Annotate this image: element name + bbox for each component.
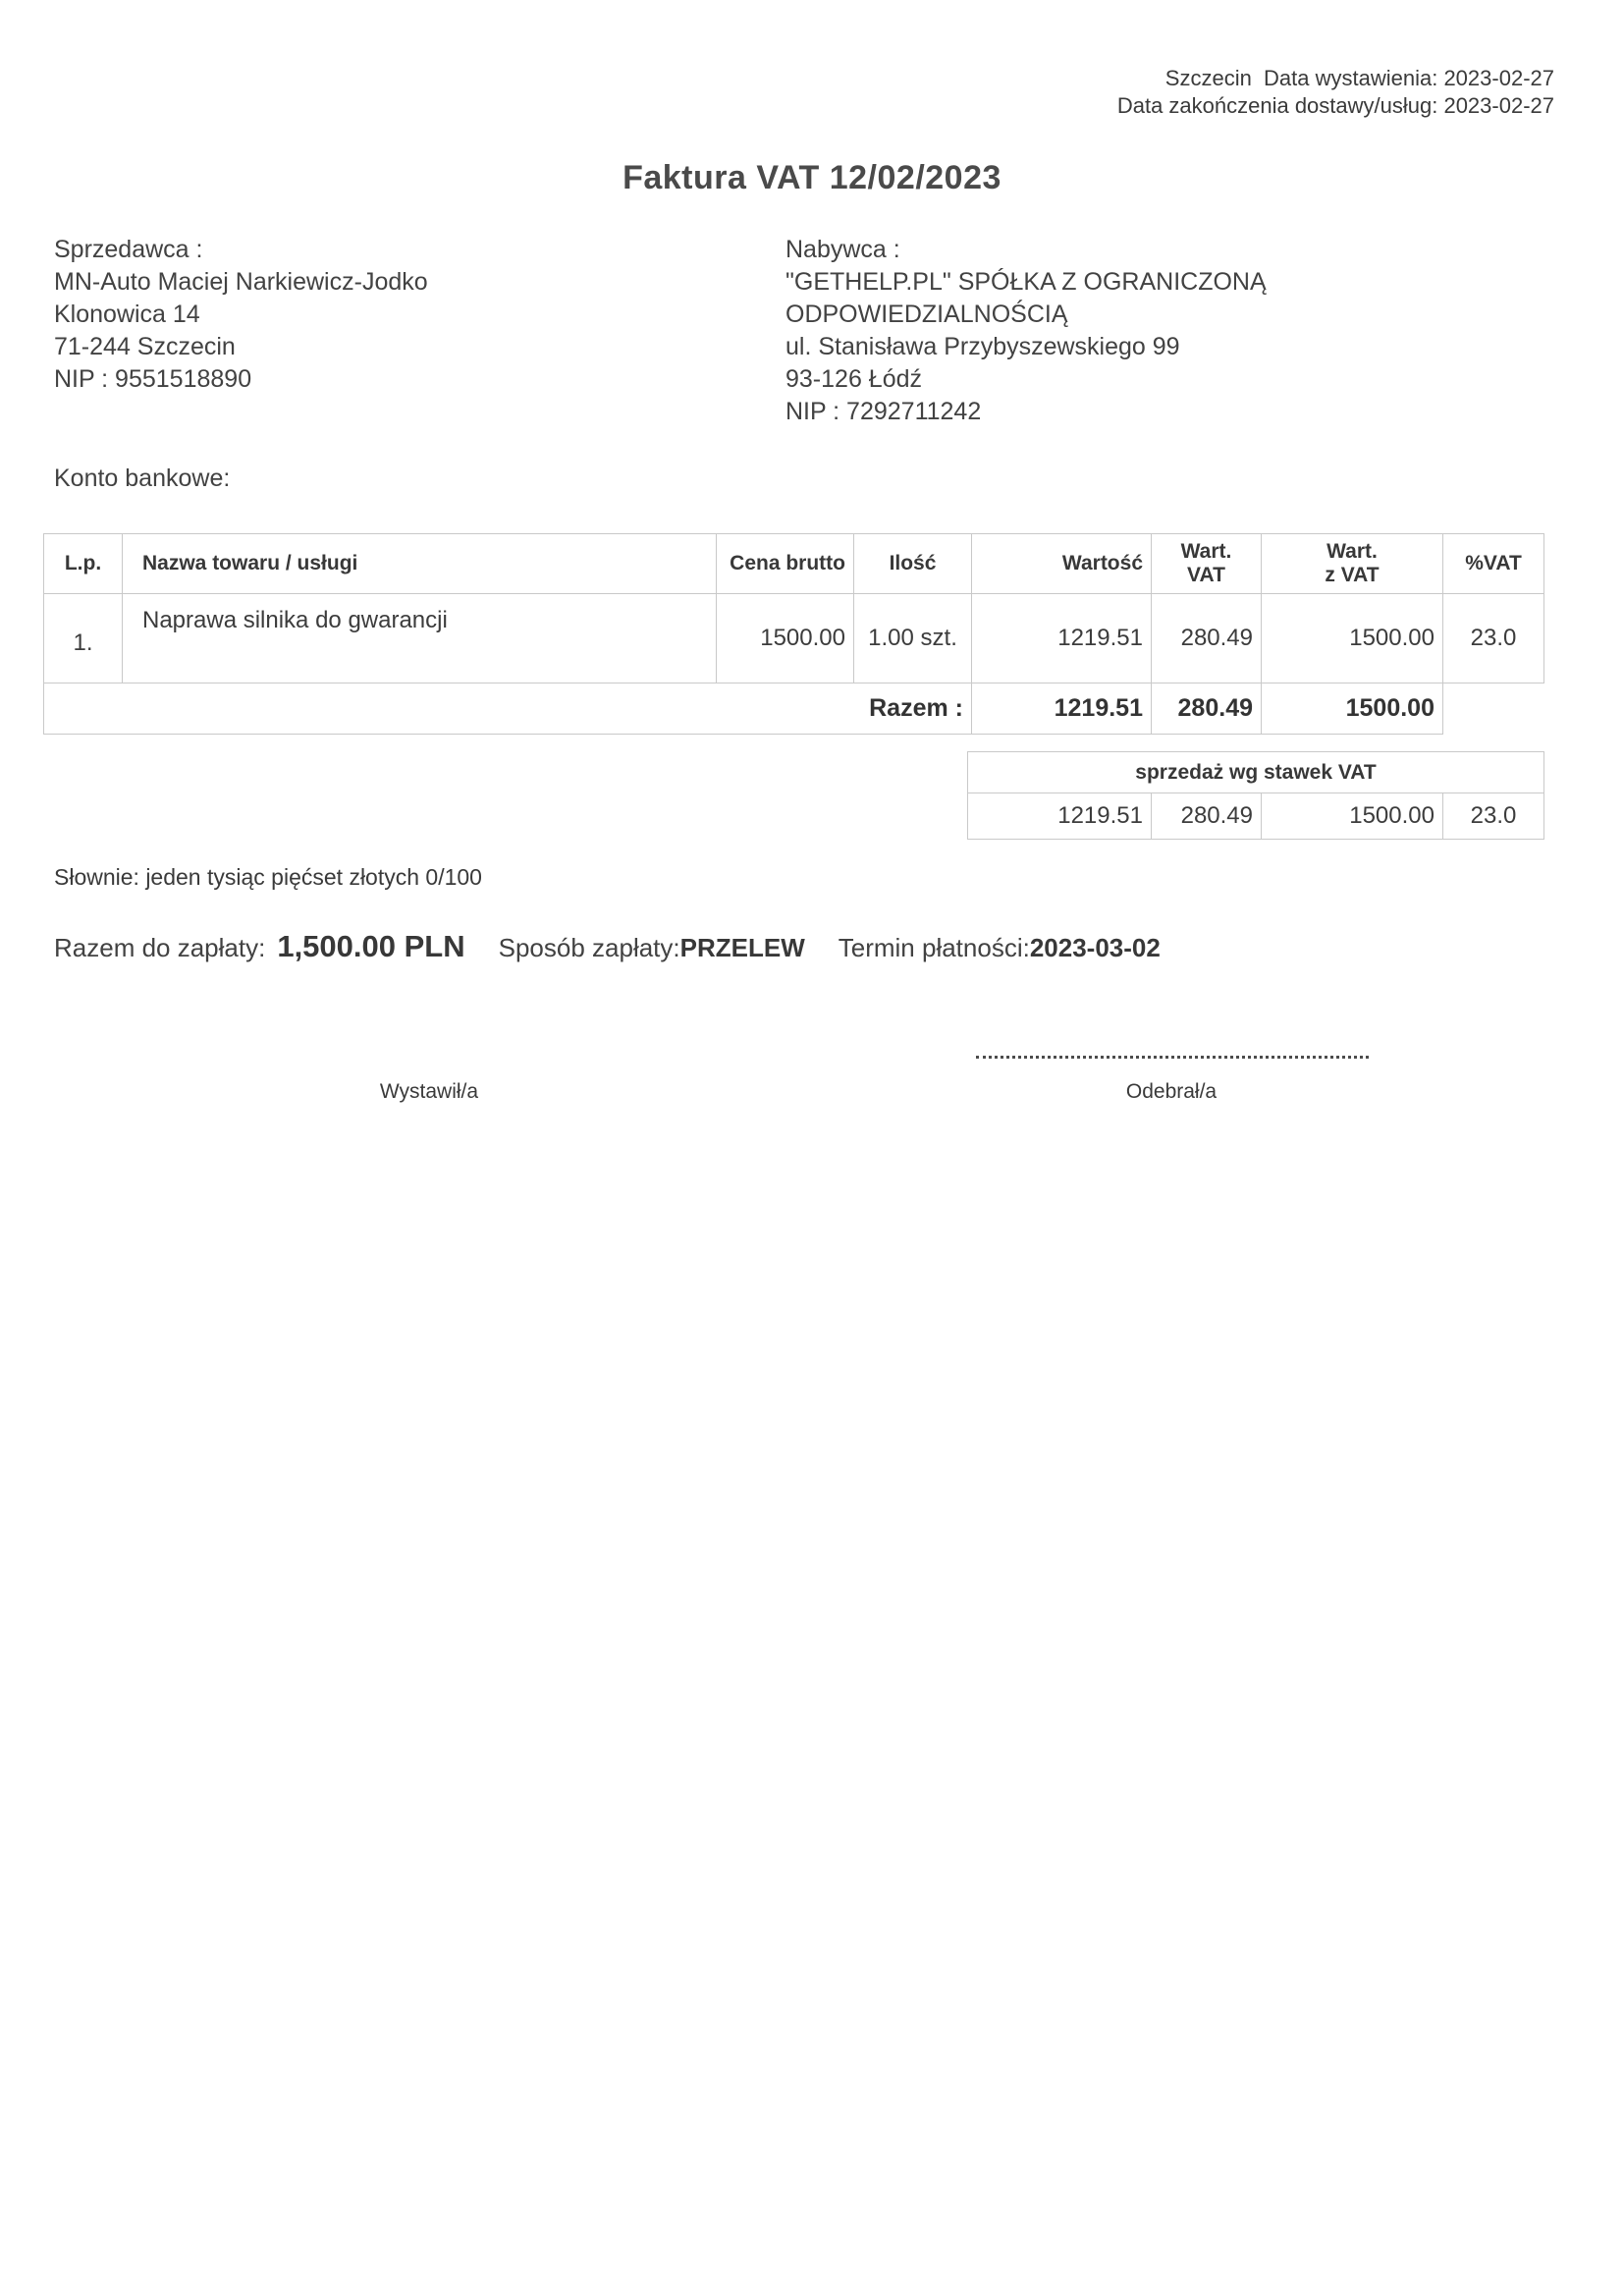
vat-summary-rate: 23.0 [1443,793,1544,840]
payment-due-label: Termin płatności: [838,933,1030,962]
seller-street: Klonowica 14 [54,301,200,328]
vat-summary-values-row [968,793,1544,840]
item-gross-value: 1500.00 [1262,594,1443,683]
items-table-header-row [44,534,1544,594]
col-header-vat-value: Wart. VAT [1152,534,1262,594]
item-qty: 1.00 szt. [854,594,972,683]
buyer-street: ul. Stanisława Przybyszewskiego 99 [785,333,1180,360]
invoice-title: Faktura VAT 12/02/2023 [623,159,1001,196]
col-header-name: Nazwa towaru / usługi [123,534,717,594]
amount-in-words: Słownie: jeden tysiąc pięćset złotych 0/100 [54,864,482,890]
payment-method-label: Sposób zapłaty: [498,933,680,962]
payment-due-value: 2023-03-02 [1029,933,1161,962]
vat-summary-title: sprzedaż wg stawek VAT [968,752,1544,793]
seller-nip: NIP : 9551518890 [54,365,252,393]
seller-block [54,234,428,396]
invoice-dates [1117,65,1554,120]
buyer-city: 93-126 Łódź [785,365,923,393]
item-row [44,594,1544,683]
totals-empty-cell [1443,683,1544,735]
buyer-name-line1: "GETHELP.PL" SPÓŁKA Z OGRANICZONĄ [785,268,1267,296]
buyer-nip: NIP : 7292711242 [785,398,982,425]
item-lp: 1. [44,594,123,683]
item-name: Naprawa silnika do gwarancji [123,594,717,683]
issuer-signature-label: Wystawił/a [379,1080,479,1103]
receiver-signature-line [976,1056,1369,1059]
payment-summary [54,929,1161,964]
totals-net-value: 1219.51 [972,683,1152,735]
item-gross-price: 1500.00 [717,594,854,683]
buyer-name-line2: ODPOWIEDZIALNOŚCIĄ [785,301,1068,328]
item-vat-value: 280.49 [1152,594,1262,683]
vat-summary-gross: 1500.00 [1262,793,1443,840]
receiver-signature-label: Odebrał/a [1125,1080,1218,1103]
totals-row [44,683,1544,735]
vat-summary-table [967,751,1544,840]
seller-label: Sprzedawca : [54,236,203,263]
delivery-date-line: Data zakończenia dostawy/usług: 2023-02-27 [1116,93,1554,118]
item-net-value: 1219.51 [972,594,1152,683]
vat-summary-net: 1219.51 [968,793,1152,840]
vat-summary-title-row [968,752,1544,793]
seller-city: 71-244 Szczecin [54,333,236,360]
col-header-net-value: Wartość [972,534,1152,594]
item-vat-rate: 23.0 [1443,594,1544,683]
buyer-block [785,234,1267,428]
totals-gross-value: 1500.00 [1262,683,1443,735]
bank-account-label: Konto bankowe: [54,465,231,492]
payment-method-value: PRZELEW [679,933,805,962]
col-header-gross-price: Cena brutto [717,534,854,594]
total-due-label: Razem do zapłaty: [54,933,266,962]
buyer-label: Nabywca : [785,236,900,263]
seller-name: MN-Auto Maciej Narkiewicz-Jodko [54,268,428,296]
items-table [43,533,1544,735]
col-header-lp: L.p. [44,534,123,594]
col-header-gross-value: Wart. z VAT [1262,534,1443,594]
col-header-qty: Ilość [854,534,972,594]
totals-label: Razem : [44,683,972,735]
vat-summary-vat: 280.49 [1152,793,1262,840]
col-header-vat-rate: %VAT [1443,534,1544,594]
total-due-value: 1,500.00 PLN [277,929,465,963]
issue-date-line: Szczecin Data wystawienia: 2023-02-27 [1164,66,1554,90]
totals-vat-value: 280.49 [1152,683,1262,735]
